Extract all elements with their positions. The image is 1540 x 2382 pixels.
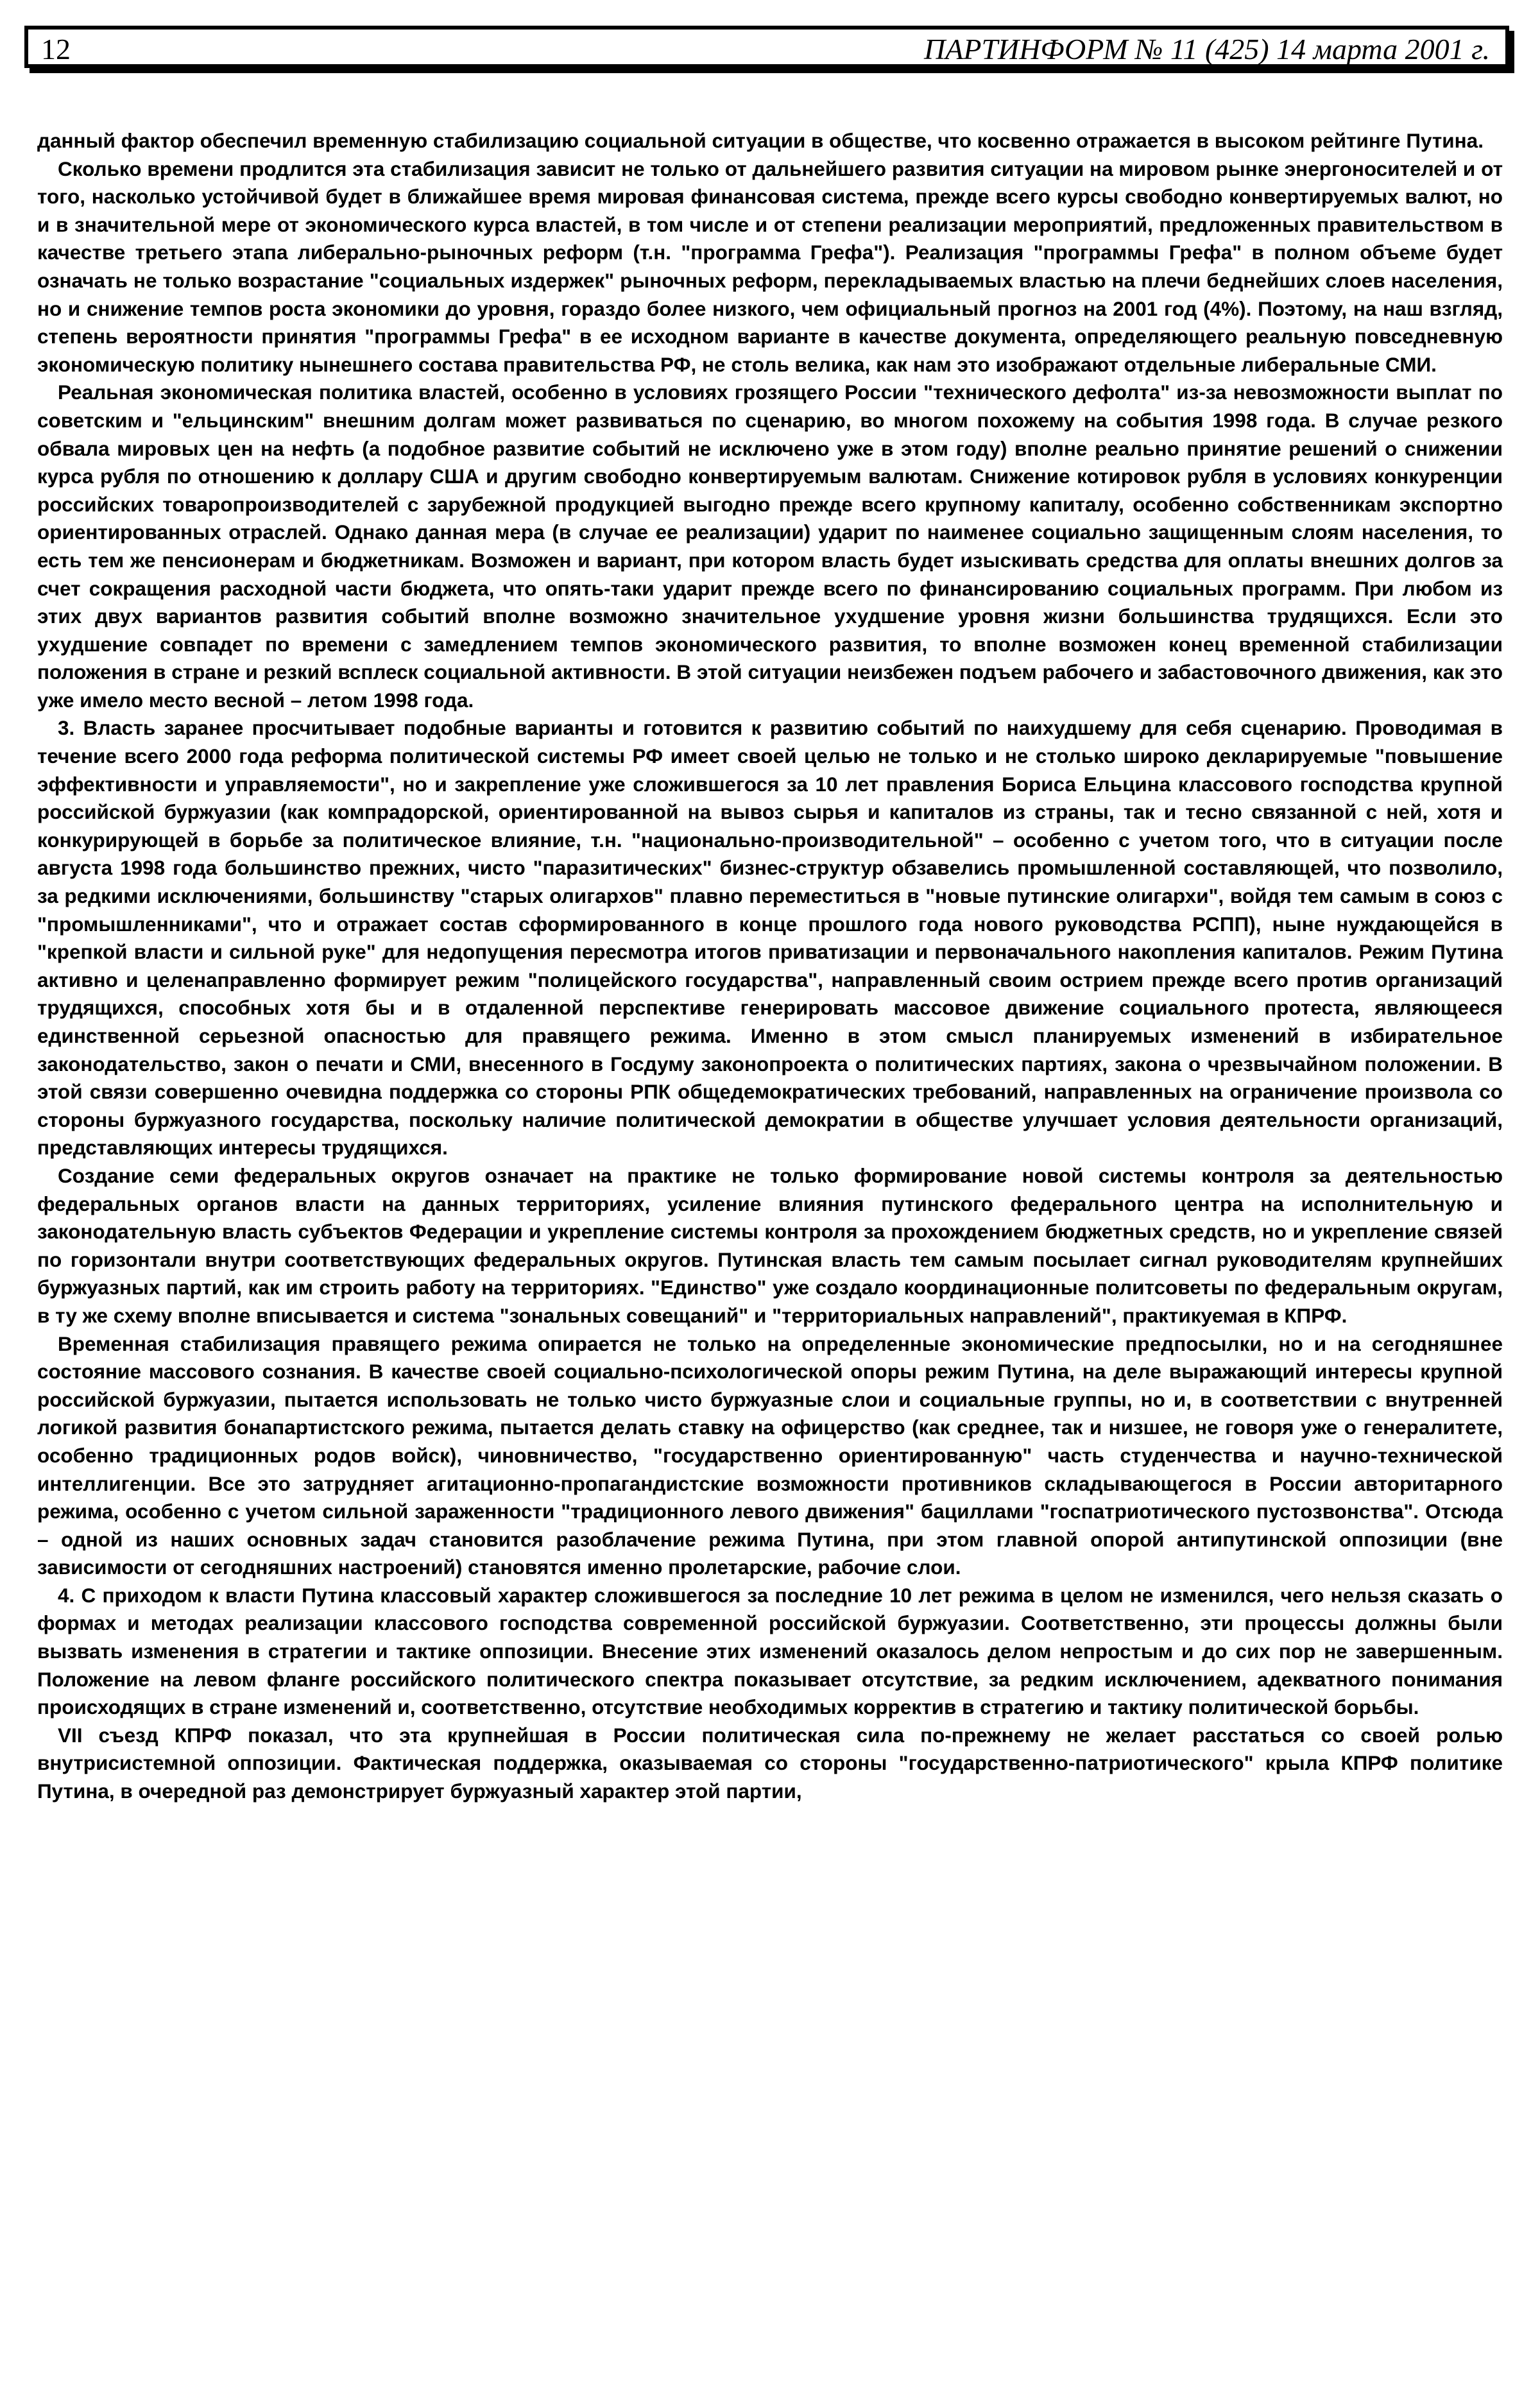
paragraph: 3. Власть заранее просчитывает подобные варианты и готовится к развитию событий по наихудшему для себя сценарию. Проводимая в течение всего 2000 года реформа политической системы РФ имеет своей целью не только и не столько широко декларируемые "повышение эффективности и управляемости", но и закрепление уже сложившегося за 10 лет правления Бориса Ельцина классового господства крупной российской буржуазии (как компрадорской, ориентированной на вывоз сырья и капиталов из страны, так и тесно связанной с ней, хотя и конкурирующей в борьбе за политическое влияние, т.н. "национально-производительной" – особенно с учетом того, что в ситуации после августа 1998 года большинство прежних, чисто "паразитических" бизнес-структур обзавелись промышленной составляющей, что позволило, за редкими исключениями, большинству "старых олигархов" плавно переместиться в "новые путинские олигархи", войдя тем самым в союз с "промышленниками", что и отражает состав сформированного в конце прошлого года нового руководства РСПП), ныне нуждающейся в "крепкой власти и сильной руке" для недопущения пересмотра итогов приватизации и первоначального накопления капиталов. Режим Путина активно и целенаправленно формирует режим "полицейского государства", направленный своим острием прежде всего против организаций трудящихся, способных хотя бы и в отдаленной перспективе генерировать массовое движение социального протеста, являющееся единственной серьезной опасностью для правящего режима. Именно в этом смысл планируемых изменений в избирательное законодательство, закон о печати и СМИ, внесенного в Госдуму законопроекта о политических партиях, закона о чрезвычайном положении. В этой связи совершенно очевидна поддержка со стороны РПК общедемократических требований, направленных на ограничение произвола со стороны буржуазного государства, поскольку наличие политической демократии в обществе улучшает условия деятельности организаций, представляющих интересы трудящихся. bbox=[37, 716, 1503, 1160]
paragraph: Реальная экономическая политика властей, особенно в условиях грозящего России "технического дефолта" из-за невозможности выплат по советским и "ельцинским" внешним долгам может развиваться по сценарию, во многом похожему на события 1998 года. В случае резкого обвала мировых цен на нефть (а подобное развитие событий не исключено уже в этом году) вполне реально принятие решений о снижении курса рубля по отношению к доллару США и другим свободно конвертируемым валютам. Снижение котировок рубля в условиях конкуренции российских товаропроизводителей с зарубежной продукцией выгодно прежде всего крупному капиталу, особенно собственникам экспортно ориентированных отраслей. Однако данная мера (в случае ее реализации) ударит по наименее социально защищенным слоям населения, то есть тем же пенсионерам и бюджетникам. Возможен и вариант, при котором власть будет изыскивать средства для оплаты внешних долгов за счет сокращения расходной части бюджета, что опять-таки ударит прежде всего по финансированию социальных программ. При любом из этих двух вариантов развития событий вполне возможно значительное ухудшение уровня жизни большинства трудящихся. Если это ухудшение совпадет по времени с замедлением темпов экономического развития, то вполне возможен конец временной стабилизации положения в стране и резкий всплеск социальной активности. В этой ситуации неизбежен подъем рабочего и забастовочного движения, как это уже имело место весной – летом 1998 года. bbox=[37, 381, 1503, 712]
paragraph: 4. С приходом к власти Путина классовый характер сложившегося за последние 10 лет режима в целом не изменился, чего нельзя сказать о формах и методах реализации классового господства современной российской буржуазии. Соответственно, эти процессы должны были вызвать изменения в стратегии и тактике оппозиции. Внесение этих изменений оказалось делом непростым и до сих пор не завершенным. Положение на левом фланге российского политического спектра показывает отсутствие, за редким исключением, адекватного понимания происходящих в стране изменений и, соответственно, отсутствие необходимых корректив в стратегию и тактику политической борьбы. bbox=[37, 1583, 1503, 1719]
issue-title: ПАРТИНФОРМ № 11 (425) 14 марта 2001 г. bbox=[924, 33, 1490, 65]
page-number: 12 bbox=[41, 33, 71, 65]
paragraph: Временная стабилизация правящего режима опирается не только на определенные экономические предпосылки, но и на сегодняшнее состояние массового сознания. В качестве своей социально-психологической опоры режим Путина, на деле выражающий интересы крупной российской буржуазии, пытается использовать не только чисто буржуазные слои и социальные группы, но и, в соответствии с внутренней логикой развития бонапартистского режима, пытается делать ставку на офицерство (как среднее, так и низшее, не говоря уже о генералитете, особенно традиционных родов войск), чиновничество, "государственно ориентированную" часть студенчества и научно-технической интеллигенции. Все это затрудняет агитационно-пропагандистские возможности противников складывающегося в России авторитарного режима, особенно с учетом сильной зараженности "традиционного левого движения" бациллами "госпатриотического пустозвонства". Отсюда – одной из наших основных задач становится разоблачение режима Путина, при этом главной опорой антипутинской оппозиции (вне зависимости от сегодняшних настроений) становятся именно пролетарские, рабочие слои. bbox=[37, 1332, 1503, 1579]
page-header bbox=[24, 26, 1509, 68]
paragraph: VII съезд КПРФ показал, что эта крупнейшая в России политическая сила по-прежнему не желает расстаться со своей ролью внутрисистемной оппозиции. Фактическая поддержка, оказываемая со стороны "государственно-патриотического" крыла КПРФ политике Путина, в очередной раз демонстрирует буржуазный характер этой партии, bbox=[37, 1723, 1503, 1803]
paragraph: данный фактор обеспечил временную стабилизацию социальной ситуации в обществе, что косвенно отражается в высоком рейтинге Путина. bbox=[37, 129, 1484, 152]
article-body bbox=[37, 127, 1503, 1806]
paragraph: Сколько времени продлится эта стабилизация зависит не только от дальнейшего развития ситуации на мировом рынке энергоносителей и от того, насколько устойчивой будет в ближайшее время мировая финансовая система, прежде всего курсы свободно конвертируемых валют, но и в значительной мере от экономического курса властей, в том числе и от степени реализации мероприятий, предложенных правительством в качестве третьего этапа либерально-рыночных реформ (т.н. "программа Грефа"). Реализация "программы Грефа" в полном объеме будет означать не только возрастание "социальных издержек" рыночных реформ, перекладываемых властью на плечи беднейших слоев населения, но и снижение темпов роста экономики до уровня, гораздо более низкого, чем официальный прогноз на 2001 год (4%). Поэтому, на наш взгляд, степень вероятности принятия "программы Грефа" в ее исходном варианте в качестве документа, определяющего реальную повседневную экономическую политику нынешнего состава правительства РФ, не столь велика, как нам это изображают отдельные либеральные СМИ. bbox=[37, 157, 1503, 376]
paragraph: Создание семи федеральных округов означает на практике не только формирование новой системы контроля за деятельностью федеральных органов власти на данных территориях, усиление влияния путинского федерального центра на исполнительную и законодательную власть субъектов Федерации и укрепление системы контроля за прохождением бюджетных средств, но и укрепление связей по горизонтали внутри соответствующих федеральных округов. Путинская власть тем самым посылает сигнал руководителям крупнейших буржуазных партий, как им строить работу на территориях. "Единство" уже создало координационные политсоветы по федеральным округам, в ту же схему вполне вписывается и система "зональных совещаний" и "территориальных направлений", практикуемая в КПРФ. bbox=[37, 1163, 1503, 1327]
